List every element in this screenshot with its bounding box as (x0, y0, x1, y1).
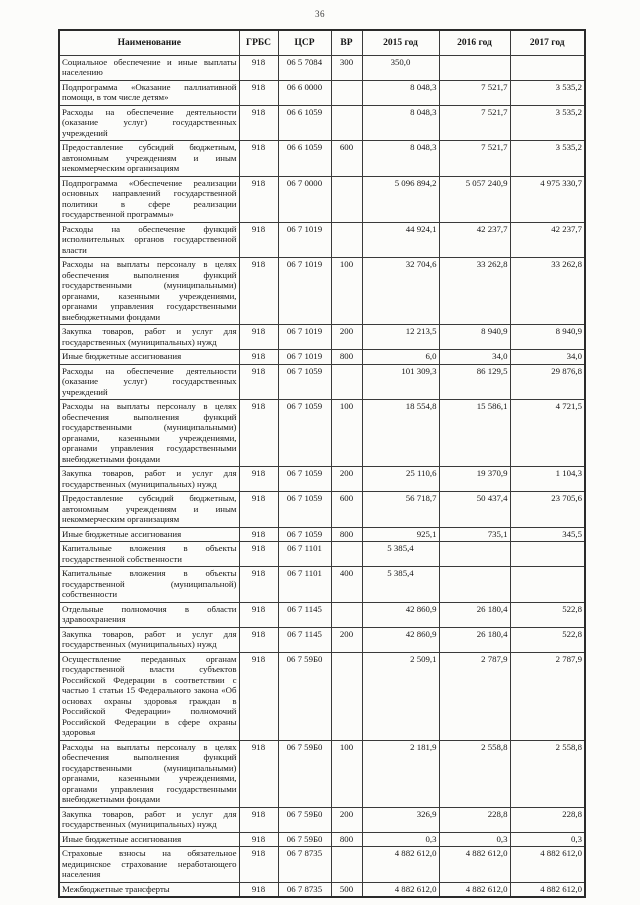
grbs-cell: 918 (239, 527, 278, 542)
grbs-cell: 918 (239, 105, 278, 141)
name-cell: Капитальные вложения в объекты государственной (муниципальной) собственности (59, 567, 239, 603)
value-2015-cell: 32 704,6 (362, 258, 439, 325)
value-2016-cell: 26 180,4 (439, 602, 510, 627)
value-2017-cell: 228,8 (510, 807, 585, 832)
value-2017-cell (510, 542, 585, 567)
grbs-cell: 918 (239, 400, 278, 467)
grbs-cell: 918 (239, 832, 278, 847)
value-2016-cell: 4 882 612,0 (439, 847, 510, 883)
value-2017-cell: 4 721,5 (510, 400, 585, 467)
value-2017-cell: 3 535,2 (510, 141, 585, 177)
value-2017-cell: 4 882 612,0 (510, 882, 585, 897)
value-2017-cell: 1 104,3 (510, 467, 585, 492)
value-2016-cell: 7 521,7 (439, 105, 510, 141)
value-2017-cell: 522,8 (510, 627, 585, 652)
budget-table-body (59, 55, 585, 897)
value-2016-cell: 735,1 (439, 527, 510, 542)
grbs-cell: 918 (239, 652, 278, 740)
vr-cell: 200 (331, 627, 362, 652)
column-header-2: ЦСР (278, 30, 331, 55)
value-2015-cell: 44 924,1 (362, 222, 439, 258)
table-row (59, 627, 585, 652)
name-cell: Расходы на выплаты персоналу в целях обеспечения выполнения функций государственными (муниципальными) органами, казенными учреждениями, органами управления государственными внебюджетными фондами (59, 740, 239, 807)
vr-cell: 800 (331, 350, 362, 365)
grbs-cell: 918 (239, 141, 278, 177)
page-number: 36 (315, 9, 325, 19)
name-cell: Расходы на выплаты персоналу в целях обеспечения выполнения функций государственными (муниципальными) органами, казенными учреждениями, органами управления государственными внебюджетными фондами (59, 258, 239, 325)
table-row (59, 740, 585, 807)
csr-cell: 06 7 1059 (278, 492, 331, 528)
name-cell: Закупка товаров, работ и услуг для государственных (муниципальных) нужд (59, 325, 239, 350)
vr-cell: 800 (331, 527, 362, 542)
value-2017-cell: 2 787,9 (510, 652, 585, 740)
value-2017-cell: 42 237,7 (510, 222, 585, 258)
value-2015-cell: 350,0 (362, 55, 439, 80)
name-cell: Осуществление переданных органам государственной власти субъектов Российской Федерации в соответствии с частью 1 статьи 15 Федерального закона «Об основах охраны здоровья граждан в Российской Федерации» полномочий Российской Федерации в сфере охраны здоровья (59, 652, 239, 740)
value-2015-cell: 42 860,9 (362, 602, 439, 627)
table-row (59, 527, 585, 542)
csr-cell: 06 7 1019 (278, 222, 331, 258)
vr-cell: 100 (331, 740, 362, 807)
name-cell: Предоставление субсидий бюджетным, автономным учреждениям и иным некоммерческим организациям (59, 141, 239, 177)
vr-cell (331, 652, 362, 740)
csr-cell: 06 7 1145 (278, 627, 331, 652)
value-2015-cell: 25 110,6 (362, 467, 439, 492)
table-row (59, 80, 585, 105)
value-2016-cell: 33 262,8 (439, 258, 510, 325)
vr-cell (331, 542, 362, 567)
name-cell: Иные бюджетные ассигнования (59, 832, 239, 847)
vr-cell (331, 176, 362, 222)
csr-cell: 06 7 1059 (278, 364, 331, 400)
grbs-cell: 918 (239, 492, 278, 528)
name-cell: Расходы на выплаты персоналу в целях обеспечения выполнения функций государственными (муниципальными) органами, казенными учреждениями, органами управления государственными внебюджетными фондами (59, 400, 239, 467)
value-2016-cell: 7 521,7 (439, 80, 510, 105)
csr-cell: 06 7 59Б0 (278, 807, 331, 832)
name-cell: Закупка товаров, работ и услуг для государственных (муниципальных) нужд (59, 807, 239, 832)
value-2015-cell: 8 048,3 (362, 80, 439, 105)
csr-cell: 06 7 0000 (278, 176, 331, 222)
name-cell: Предоставление субсидий бюджетным, автономным учреждениям и иным некоммерческим организациям (59, 492, 239, 528)
csr-cell: 06 7 8735 (278, 847, 331, 883)
value-2016-cell (439, 55, 510, 80)
value-2017-cell: 3 535,2 (510, 105, 585, 141)
value-2016-cell: 4 882 612,0 (439, 882, 510, 897)
value-2015-cell: 326,9 (362, 807, 439, 832)
vr-cell: 100 (331, 258, 362, 325)
value-2015-cell: 12 213,5 (362, 325, 439, 350)
csr-cell: 06 7 1101 (278, 567, 331, 603)
value-2016-cell: 50 437,4 (439, 492, 510, 528)
table-row (59, 847, 585, 883)
table-row (59, 258, 585, 325)
value-2015-cell: 18 554,8 (362, 400, 439, 467)
grbs-cell: 918 (239, 627, 278, 652)
name-cell: Межбюджетные трансферты (59, 882, 239, 897)
csr-cell: 06 7 59Б0 (278, 652, 331, 740)
name-cell: Расходы на обеспечение деятельности (оказание услуг) государственных учреждений (59, 105, 239, 141)
value-2017-cell: 2 558,8 (510, 740, 585, 807)
vr-cell (331, 222, 362, 258)
csr-cell: 06 7 1019 (278, 325, 331, 350)
value-2016-cell: 8 940,9 (439, 325, 510, 350)
value-2016-cell (439, 542, 510, 567)
name-cell: Иные бюджетные ассигнования (59, 527, 239, 542)
value-2017-cell: 29 876,8 (510, 364, 585, 400)
table-row (59, 567, 585, 603)
csr-cell: 06 6 1059 (278, 105, 331, 141)
value-2015-cell: 5 385,4 (362, 567, 439, 603)
column-header-1: ГРБС (239, 30, 278, 55)
csr-cell: 06 7 1059 (278, 467, 331, 492)
grbs-cell: 918 (239, 602, 278, 627)
table-row (59, 832, 585, 847)
name-cell: Капитальные вложения в объекты государственной собственности (59, 542, 239, 567)
value-2015-cell: 0,3 (362, 832, 439, 847)
value-2015-cell: 101 309,3 (362, 364, 439, 400)
value-2017-cell: 522,8 (510, 602, 585, 627)
csr-cell: 06 5 7084 (278, 55, 331, 80)
table-row (59, 350, 585, 365)
value-2017-cell: 345,5 (510, 527, 585, 542)
csr-cell: 06 7 1059 (278, 527, 331, 542)
grbs-cell: 918 (239, 740, 278, 807)
value-2015-cell: 4 882 612,0 (362, 847, 439, 883)
name-cell: Расходы на обеспечение деятельности (оказание услуг) государственных учреждений (59, 364, 239, 400)
value-2016-cell: 19 370,9 (439, 467, 510, 492)
column-header-5: 2016 год (439, 30, 510, 55)
vr-cell (331, 847, 362, 883)
table-row (59, 882, 585, 897)
table-row (59, 364, 585, 400)
value-2015-cell: 2 181,9 (362, 740, 439, 807)
value-2017-cell: 23 705,6 (510, 492, 585, 528)
table-row (59, 602, 585, 627)
value-2016-cell: 15 586,1 (439, 400, 510, 467)
value-2015-cell: 2 509,1 (362, 652, 439, 740)
csr-cell: 06 7 8735 (278, 882, 331, 897)
budget-table (58, 29, 586, 898)
name-cell: Отдельные полномочия в области здравоохранения (59, 602, 239, 627)
vr-cell: 400 (331, 567, 362, 603)
vr-cell: 600 (331, 141, 362, 177)
value-2016-cell: 228,8 (439, 807, 510, 832)
value-2015-cell: 42 860,9 (362, 627, 439, 652)
vr-cell: 300 (331, 55, 362, 80)
vr-cell: 200 (331, 807, 362, 832)
value-2017-cell: 8 940,9 (510, 325, 585, 350)
value-2016-cell (439, 567, 510, 603)
value-2017-cell: 34,0 (510, 350, 585, 365)
table-row (59, 807, 585, 832)
table-row (59, 467, 585, 492)
csr-cell: 06 7 59Б0 (278, 832, 331, 847)
value-2015-cell: 5 385,4 (362, 542, 439, 567)
column-header-4: 2015 год (362, 30, 439, 55)
value-2015-cell: 8 048,3 (362, 141, 439, 177)
header-row (59, 30, 585, 55)
budget-table-header (59, 30, 585, 55)
csr-cell: 06 7 59Б0 (278, 740, 331, 807)
grbs-cell: 918 (239, 364, 278, 400)
value-2017-cell: 0,3 (510, 832, 585, 847)
value-2017-cell: 4 975 330,7 (510, 176, 585, 222)
value-2015-cell: 8 048,3 (362, 105, 439, 141)
table-row (59, 492, 585, 528)
table-row (59, 325, 585, 350)
vr-cell: 800 (331, 832, 362, 847)
value-2015-cell: 4 882 612,0 (362, 882, 439, 897)
value-2016-cell: 86 129,5 (439, 364, 510, 400)
name-cell: Подпрограмма «Оказание паллиативной помощи, в том числе детям» (59, 80, 239, 105)
name-cell: Социальное обеспечение и иные выплаты населению (59, 55, 239, 80)
csr-cell: 06 6 1059 (278, 141, 331, 177)
grbs-cell: 918 (239, 258, 278, 325)
column-header-0: Наименование (59, 30, 239, 55)
csr-cell: 06 6 0000 (278, 80, 331, 105)
vr-cell (331, 80, 362, 105)
name-cell: Закупка товаров, работ и услуг для государственных (муниципальных) нужд (59, 467, 239, 492)
value-2015-cell: 925,1 (362, 527, 439, 542)
name-cell: Подпрограмма «Обеспечение реализации основных направлений государственной политики в сфере реализации государственной программы» (59, 176, 239, 222)
grbs-cell: 918 (239, 350, 278, 365)
grbs-cell: 918 (239, 176, 278, 222)
name-cell: Иные бюджетные ассигнования (59, 350, 239, 365)
grbs-cell: 918 (239, 467, 278, 492)
table-row (59, 105, 585, 141)
grbs-cell: 918 (239, 882, 278, 897)
grbs-cell: 918 (239, 847, 278, 883)
value-2016-cell: 7 521,7 (439, 141, 510, 177)
vr-cell: 100 (331, 400, 362, 467)
vr-cell: 500 (331, 882, 362, 897)
value-2015-cell: 56 718,7 (362, 492, 439, 528)
grbs-cell: 918 (239, 567, 278, 603)
table-row (59, 222, 585, 258)
name-cell: Страховые взносы на обязательное медицинское страхование неработающего населения (59, 847, 239, 883)
csr-cell: 06 7 1019 (278, 350, 331, 365)
grbs-cell: 918 (239, 80, 278, 105)
vr-cell: 200 (331, 467, 362, 492)
csr-cell: 06 7 1019 (278, 258, 331, 325)
value-2017-cell (510, 567, 585, 603)
column-header-6: 2017 год (510, 30, 585, 55)
value-2015-cell: 6,0 (362, 350, 439, 365)
table-row (59, 176, 585, 222)
name-cell: Расходы на обеспечение функций исполнительных органов государственной власти (59, 222, 239, 258)
value-2017-cell (510, 55, 585, 80)
vr-cell (331, 105, 362, 141)
table-row (59, 542, 585, 567)
table-row (59, 141, 585, 177)
grbs-cell: 918 (239, 222, 278, 258)
vr-cell: 200 (331, 325, 362, 350)
value-2016-cell: 34,0 (439, 350, 510, 365)
grbs-cell: 918 (239, 807, 278, 832)
grbs-cell: 918 (239, 55, 278, 80)
csr-cell: 06 7 1101 (278, 542, 331, 567)
value-2017-cell: 4 882 612,0 (510, 847, 585, 883)
value-2017-cell: 33 262,8 (510, 258, 585, 325)
value-2016-cell: 2 787,9 (439, 652, 510, 740)
grbs-cell: 918 (239, 325, 278, 350)
value-2016-cell: 42 237,7 (439, 222, 510, 258)
table-row (59, 400, 585, 467)
value-2015-cell: 5 096 894,2 (362, 176, 439, 222)
value-2017-cell: 3 535,2 (510, 80, 585, 105)
table-row (59, 55, 585, 80)
value-2016-cell: 2 558,8 (439, 740, 510, 807)
grbs-cell: 918 (239, 542, 278, 567)
vr-cell (331, 364, 362, 400)
csr-cell: 06 7 1145 (278, 602, 331, 627)
csr-cell: 06 7 1059 (278, 400, 331, 467)
vr-cell (331, 602, 362, 627)
vr-cell: 600 (331, 492, 362, 528)
table-row (59, 652, 585, 740)
column-header-3: ВР (331, 30, 362, 55)
name-cell: Закупка товаров, работ и услуг для государственных (муниципальных) нужд (59, 627, 239, 652)
value-2016-cell: 5 057 240,9 (439, 176, 510, 222)
value-2016-cell: 0,3 (439, 832, 510, 847)
value-2016-cell: 26 180,4 (439, 627, 510, 652)
